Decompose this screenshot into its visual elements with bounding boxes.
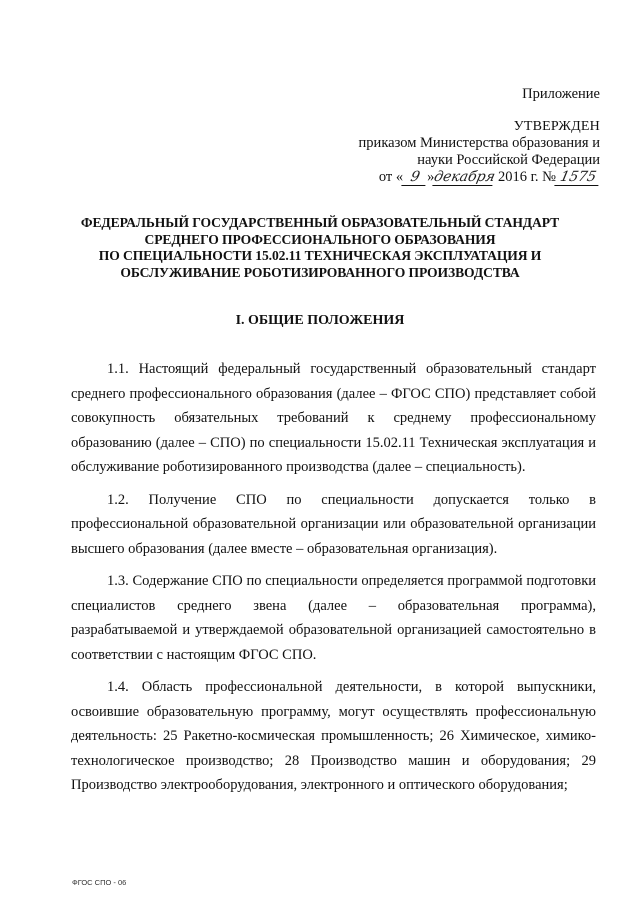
title-line: ПО СПЕЦИАЛЬНОСТИ 15.02.11 ТЕХНИЧЕСКАЯ ЭКСПЛУАТАЦИЯ И: [98, 248, 542, 263]
paragraph-text: 1.4. Область профессиональной деятельности, в которой выпускники, освоившие образовательную программу, могут осуществлять профессиональную деятельность: 25 Ракетно-космическая промышленность; 26 Химическое, химико-технологическое производство; 28 Производство машин и оборудования; 29 Производство электрооборудования, электронного и оптического оборудования;: [71, 679, 596, 793]
title-line: ФЕДЕРАЛЬНЫЙ ГОСУДАРСТВЕННЫЙ ОБРАЗОВАТЕЛЬНЫЙ СТАНДАРТ: [80, 215, 560, 230]
handwritten-order-number: 1575: [554, 170, 601, 186]
paragraph: [71, 675, 596, 798]
appendix-label: Приложение: [522, 86, 600, 102]
paragraph-text: 1.1. Настоящий федеральный государственный образовательный стандарт среднего профессионального образования (далее – ФГОС СПО) представляет собой совокупность обязательных требований к среднему профессиональному образованию (далее – СПО) по специальности 15.02.11 Техническая эксплуатация и обслуживание роботизированного производства (далее – специальность).: [71, 361, 596, 475]
title-line: СРЕДНЕГО ПРОФЕССИОНАЛЬНОГО ОБРАЗОВАНИЯ: [144, 231, 496, 247]
handwritten-day: 9: [401, 170, 428, 186]
page-footer: ФГОС СПО - 06: [72, 878, 127, 887]
section-heading: I. ОБЩИЕ ПОЛОЖЕНИЯ: [235, 313, 405, 328]
approved-label: УТВЕРЖДЕН: [513, 119, 600, 134]
date-prefix: от «: [378, 169, 404, 185]
paragraph: [71, 357, 596, 480]
paragraph-text: 1.2. Получение СПО по специальности допускается только в профессиональной образовательной организации или образовательной организации высшего образования (далее вместе – образовательная организация).: [71, 491, 596, 557]
paragraph: [71, 569, 596, 667]
order-line-2: науки Российской Федерации: [417, 152, 600, 168]
handwritten-month: декабря: [432, 169, 497, 185]
approval-block: [300, 86, 600, 186]
paragraph-text: 1.3. Содержание СПО по специальности определяется программой подготовки специалистов среднего звена (далее – образовательная программа), разрабатываемой и утверждаемой образовательной организацией самостоятельно в соответствии с настоящим ФГОС СПО.: [71, 573, 596, 663]
title-line: ОБСЛУЖИВАНИЕ РОБОТИЗИРОВАННОГО ПРОИЗВОДСТВА: [120, 264, 520, 280]
order-line-1: приказом Министерства образования и: [358, 135, 600, 151]
order-date-line: [300, 169, 600, 186]
document-title: [60, 215, 580, 281]
paragraph: [71, 488, 596, 562]
date-mid: »: [427, 169, 435, 185]
document-body: [71, 357, 596, 806]
date-year: 2016 г. №: [497, 169, 556, 185]
